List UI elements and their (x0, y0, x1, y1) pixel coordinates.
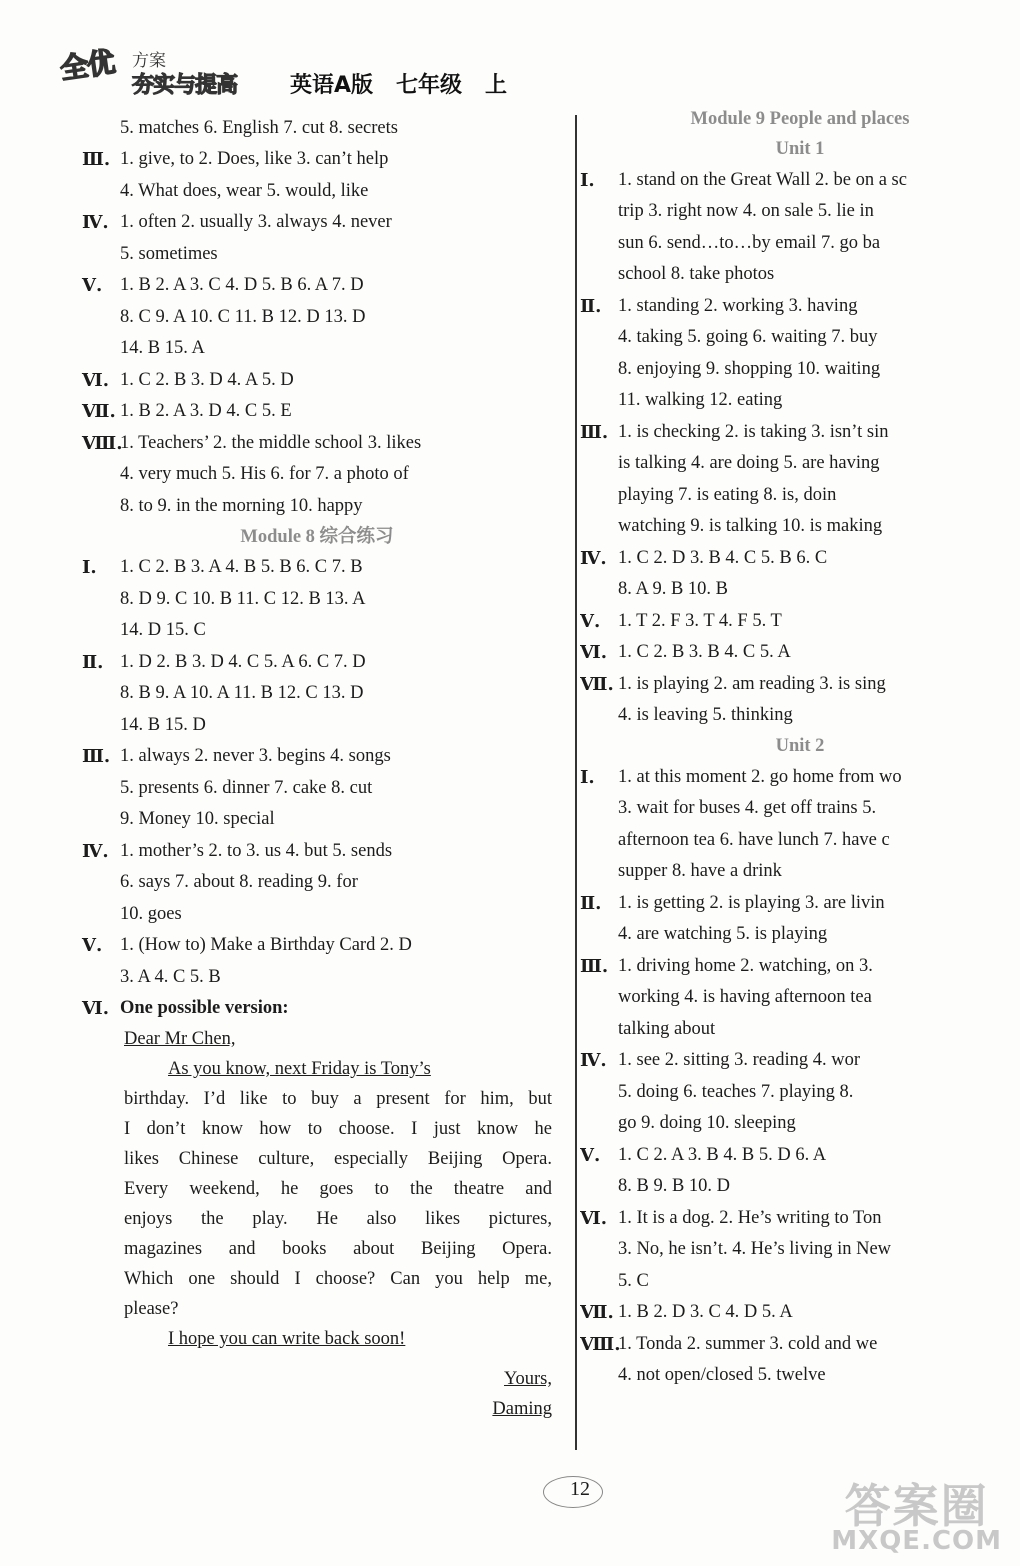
answer-row (82, 868, 552, 898)
question-number (580, 1015, 618, 1045)
answer-text: 4. very much 5. His 6. for 7. a photo of (120, 464, 409, 484)
answer-text: 1. B 2. D 3. C 4. D 5. A (618, 1302, 793, 1322)
answer-text: 1. give, to 2. Does, like 3. can’t help (120, 149, 389, 169)
answer-text: 8. enjoying 9. shopping 10. waiting (618, 358, 881, 379)
answer-text: 4. not open/closed 5. twelve (618, 1365, 826, 1385)
answer-text: watching 9. is talking 10. is making (618, 516, 883, 536)
question-number: Ⅰ. (580, 169, 595, 191)
answer-text: 1. C 2. B 3. B 4. C 5. A (618, 642, 791, 662)
answer-text: working 4. is having afternoon tea (618, 987, 872, 1007)
answer-row (580, 1267, 1020, 1297)
question-number (82, 774, 120, 804)
answer-text: 8. B 9. A 10. A 11. B 12. C 13. D (120, 683, 364, 703)
question-number (580, 512, 618, 542)
answer-text: 3. A 4. C 5. B (120, 966, 221, 987)
question-number: Ⅴ. (580, 1144, 601, 1166)
answer-row (82, 397, 552, 427)
answer-row (580, 952, 1020, 982)
answer-text: 5. C (618, 1270, 649, 1291)
letter-line: As you know, next Friday is Tony’s (168, 1059, 431, 1079)
answer-text: 1. C 2. D 3. B 4. C 5. B 6. C (618, 547, 828, 568)
answer-row (580, 857, 1020, 887)
answer-text: 4. taking 5. going 6. waiting 7. buy (618, 327, 878, 347)
question-number (82, 303, 120, 333)
answer-text: afternoon tea 6. have lunch 7. have c (618, 829, 890, 850)
question-number (82, 868, 120, 898)
answer-row (580, 1361, 1020, 1391)
answer-text: 1. T 2. F 3. T 4. F 5. T (618, 610, 782, 631)
question-number (82, 679, 120, 709)
letter-line: birthday. I’d like to buy a present for him, but (124, 1089, 552, 1109)
answer-row (82, 742, 552, 772)
answer-row (82, 114, 552, 144)
answer-row (580, 575, 1020, 605)
answer-row (580, 983, 1020, 1013)
answer-row (82, 648, 552, 678)
answer-text: 1. at this moment 2. go home from wo (618, 766, 902, 787)
answer-text: is talking 4. are doing 5. are having (618, 453, 880, 473)
answer-row (580, 670, 1020, 700)
answer-text: 4. What does, wear 5. would, like (120, 180, 369, 201)
answer-row (82, 679, 552, 709)
right-answer-list (580, 104, 1020, 1391)
question-number: Ⅷ. (82, 432, 123, 454)
answer-row (580, 229, 1020, 259)
question-number: Ⅳ. (82, 840, 109, 862)
section-heading: Unit 1 (775, 139, 825, 159)
answer-text: 8. to 9. in the morning 10. happy (120, 495, 363, 516)
question-number: Ⅷ. (580, 1333, 621, 1355)
answer-row (580, 1235, 1020, 1265)
letter-line: likes Chinese culture, especially Beijing Opera. (124, 1149, 552, 1169)
page-title: 英语A版 七年级 上 (290, 73, 507, 98)
letter-line: enjoys the play. He also likes pictures, (124, 1209, 552, 1229)
question-number (580, 920, 618, 950)
answer-row (580, 794, 1020, 824)
answer-text: 8. B 9. B 10. D (618, 1176, 731, 1196)
answer-text: 4. are watching 5. is playing (618, 924, 828, 944)
letter-signature: Daming (492, 1399, 552, 1419)
answer-row (82, 711, 552, 741)
question-number (580, 1361, 618, 1391)
answer-text: 5. presents 6. dinner 7. cake 8. cut (120, 777, 373, 798)
question-number (580, 794, 618, 824)
answer-text: 1. is playing 2. am reading 3. is sing (618, 673, 886, 694)
question-number: Ⅶ. (580, 1302, 614, 1323)
answer-text: 1. often 2. usually 3. always 4. never (120, 212, 392, 232)
answer-text: trip 3. right now 4. on sale 5. lie in (618, 201, 874, 221)
question-number: Ⅱ. (580, 295, 602, 317)
answer-text: 11. walking 12. eating (618, 390, 783, 410)
answer-row (580, 481, 1020, 511)
question-number: Ⅳ. (580, 547, 607, 569)
watermark-url: MXQE.COM (831, 1526, 1002, 1556)
answer-row (82, 553, 552, 583)
answer-text: 1. Teachers’ 2. the middle school 3. likes (120, 432, 422, 453)
answer-text: 8. D 9. C 10. B 11. C 12. B 13. A (120, 588, 366, 609)
answer-row (580, 1015, 1020, 1045)
answer-row (580, 355, 1020, 385)
answer-text: 1. is checking 2. is taking 3. isn’t sin (618, 421, 889, 442)
question-number: Ⅴ. (82, 275, 103, 296)
question-number (580, 1172, 618, 1202)
answer-text: 1. see 2. sitting 3. reading 4. wor (618, 1050, 860, 1070)
answer-text: 14. B 15. A (120, 338, 205, 358)
question-number (82, 240, 120, 270)
logo-text-tagline: 夯实与提高 (132, 73, 238, 98)
answer-row (82, 900, 552, 930)
answer-text: 8. A 9. B 10. B (618, 579, 728, 599)
answer-row (82, 460, 552, 490)
answer-text: playing 7. is eating 8. is, doin (618, 484, 837, 505)
letter-line: Every weekend, he goes to the theatre and (124, 1179, 552, 1199)
question-number: Ⅱ. (580, 892, 602, 914)
answer-row (82, 585, 552, 615)
answer-row (82, 334, 552, 364)
question-number (580, 1109, 618, 1139)
question-number: Ⅰ. (580, 766, 595, 788)
question-number (82, 585, 120, 615)
question-number (82, 900, 120, 930)
question-number (580, 857, 618, 887)
question-number (580, 323, 618, 353)
answer-row (580, 260, 1020, 290)
letter-line: magazines and books about Beijing Opera. (124, 1239, 552, 1259)
answer-row (580, 889, 1020, 919)
answer-text: 1. always 2. never 3. begins 4. songs (120, 746, 391, 766)
answer-row (580, 512, 1020, 542)
question-number: Ⅶ. (580, 673, 614, 695)
answer-text: 3. wait for buses 4. get off trains 5. (618, 798, 877, 818)
question-number: Ⅵ. (82, 369, 109, 391)
column-divider (575, 115, 577, 1450)
logo-text-sub: 方案 (132, 51, 166, 71)
sample-letter (82, 1024, 552, 1424)
question-number (580, 229, 618, 259)
question-number: Ⅳ. (82, 212, 109, 233)
question-number: Ⅵ. (82, 998, 109, 1019)
answer-row (82, 240, 552, 270)
answer-text: 1. C 2. B 3. D 4. A 5. D (120, 369, 294, 390)
question-number: Ⅶ. (82, 401, 116, 422)
question-number: Ⅱ. (82, 651, 104, 673)
answer-text: 8. C 9. A 10. C 11. B 12. D 13. D (120, 306, 366, 327)
question-number: Ⅵ. (580, 642, 607, 663)
question-number: Ⅲ. (580, 421, 609, 443)
answer-text: 5. matches 6. English 7. cut 8. secrets (120, 117, 398, 138)
question-number (82, 492, 120, 522)
question-number (580, 826, 618, 856)
series-logo (60, 40, 280, 100)
answer-row (580, 544, 1020, 574)
answer-row (82, 271, 552, 301)
answer-text: 1. C 2. A 3. B 4. B 5. D 6. A (618, 1144, 827, 1165)
answer-text: go 9. doing 10. sleeping (618, 1113, 796, 1133)
question-number: Ⅲ. (82, 149, 111, 170)
answer-text: school 8. take photos (618, 264, 775, 284)
question-number: Ⅲ. (82, 746, 111, 767)
answer-row (82, 805, 552, 835)
answer-row (580, 920, 1020, 950)
answer-row (82, 963, 552, 993)
answer-text: 1. stand on the Great Wall 2. be on a sc (618, 169, 907, 190)
letter-line: I don’t know how to choose. I just know he (124, 1119, 552, 1139)
answer-text: 4. is leaving 5. thinking (618, 705, 793, 725)
answer-text: 1. C 2. B 3. A 4. B 5. B 6. C 7. B (120, 557, 363, 577)
answer-row (580, 701, 1020, 731)
letter-closing: Yours, (504, 1369, 552, 1389)
answer-row (580, 1078, 1020, 1108)
answer-row (82, 931, 552, 961)
question-number (82, 616, 120, 646)
left-column (82, 112, 552, 1424)
question-number (82, 460, 120, 490)
page-number-oval (543, 1476, 603, 1508)
answer-text: 10. goes (120, 903, 182, 924)
section-heading: Unit 2 (775, 736, 825, 756)
answer-row (580, 638, 1020, 668)
question-number (580, 481, 618, 511)
answer-text: 3. No, he isn’t. 4. He’s living in New (618, 1239, 892, 1259)
answer-row (580, 1046, 1020, 1076)
answer-row (580, 1204, 1020, 1234)
answer-text: 1. It is a dog. 2. He’s writing to Ton (618, 1207, 882, 1228)
section-heading: Module 9 People and places (690, 109, 910, 129)
left-answer-list (82, 114, 552, 1025)
question-number (82, 114, 120, 144)
question-number (580, 701, 618, 731)
answer-text: 1. driving home 2. watching, on 3. (618, 955, 873, 976)
question-number: Ⅲ. (580, 955, 609, 977)
section-heading: Module 8 综合练习 (240, 526, 394, 547)
answer-row (82, 145, 552, 175)
answer-text: supper 8. have a drink (618, 861, 782, 881)
answer-row (82, 994, 552, 1024)
answer-row (580, 323, 1020, 353)
question-number: Ⅳ. (580, 1050, 607, 1071)
answer-row (580, 763, 1020, 793)
answer-row (580, 449, 1020, 479)
watermark-logo-text: 答案圈 (844, 1479, 989, 1533)
question-number (580, 355, 618, 385)
answer-text: One possible version: (120, 998, 289, 1018)
question-number: Ⅵ. (580, 1207, 607, 1229)
question-number (580, 1078, 618, 1108)
answer-text: 14. B 15. D (120, 714, 206, 735)
answer-row (82, 366, 552, 396)
answer-text: 9. Money 10. special (120, 809, 275, 829)
answer-text: 6. says 7. about 8. reading 9. for (120, 872, 358, 892)
answer-text: 1. Tonda 2. summer 3. cold and we (618, 1333, 878, 1354)
question-number: Ⅴ. (580, 610, 601, 632)
answer-row (82, 303, 552, 333)
question-number (580, 386, 618, 416)
question-number (580, 260, 618, 290)
question-number: Ⅴ. (82, 935, 103, 956)
letter-line: Which one should I choose? Can you help me, (124, 1269, 552, 1289)
right-column (580, 104, 1020, 1391)
question-number (580, 1267, 618, 1297)
question-number (580, 197, 618, 227)
answer-row (580, 1330, 1020, 1360)
logo-text-main: 全优 (58, 45, 117, 86)
answer-row (580, 166, 1020, 196)
answer-row (580, 292, 1020, 322)
answer-row (580, 607, 1020, 637)
answer-text: 1. B 2. A 3. C 4. D 5. B 6. A 7. D (120, 275, 364, 295)
question-number (82, 805, 120, 835)
letter-body (124, 1054, 552, 1354)
answer-text: talking about (618, 1018, 716, 1039)
answer-text: 14. D 15. C (120, 620, 206, 640)
letter-greeting: Dear Mr Chen, (124, 1029, 236, 1049)
question-number (580, 575, 618, 605)
answer-row (82, 177, 552, 207)
answer-row (580, 197, 1020, 227)
question-number (82, 334, 120, 364)
question-number (580, 1235, 618, 1265)
answer-row (82, 837, 552, 867)
answer-text: 1. mother’s 2. to 3. us 4. but 5. sends (120, 840, 393, 861)
answer-text: 1. B 2. A 3. D 4. C 5. E (120, 401, 292, 421)
question-number (82, 963, 120, 993)
answer-text: 1. is getting 2. is playing 3. are livin (618, 892, 885, 913)
answer-text: 1. standing 2. working 3. having (618, 295, 858, 316)
answer-row (580, 1141, 1020, 1171)
answer-text: 1. D 2. B 3. D 4. C 5. A 6. C 7. D (120, 651, 366, 672)
answer-row (82, 208, 552, 238)
answer-text: sun 6. send…to…by email 7. go ba (618, 232, 881, 253)
letter-line: please? (124, 1299, 179, 1319)
answer-row (82, 774, 552, 804)
answer-row (580, 1172, 1020, 1202)
question-number (82, 177, 120, 207)
answer-text: 5. sometimes (120, 243, 218, 264)
answer-row (82, 492, 552, 522)
letter-line: I hope you can write back soon! (168, 1329, 406, 1349)
answer-row (580, 1109, 1020, 1139)
answer-row (82, 616, 552, 646)
question-number (580, 983, 618, 1013)
question-number: Ⅰ. (82, 557, 97, 578)
answer-text: 5. doing 6. teaches 7. playing 8. (618, 1081, 854, 1102)
page-number (535, 1478, 625, 1501)
answer-row (580, 1298, 1020, 1328)
question-number (82, 711, 120, 741)
page-number-text: 12 (570, 1478, 590, 1500)
question-number (580, 449, 618, 479)
answer-row (580, 418, 1020, 448)
answer-row (580, 386, 1020, 416)
answer-row (82, 429, 552, 459)
watermark (831, 1470, 1002, 1556)
answer-text: 1. (How to) Make a Birthday Card 2. D (120, 935, 412, 955)
answer-row (580, 826, 1020, 856)
